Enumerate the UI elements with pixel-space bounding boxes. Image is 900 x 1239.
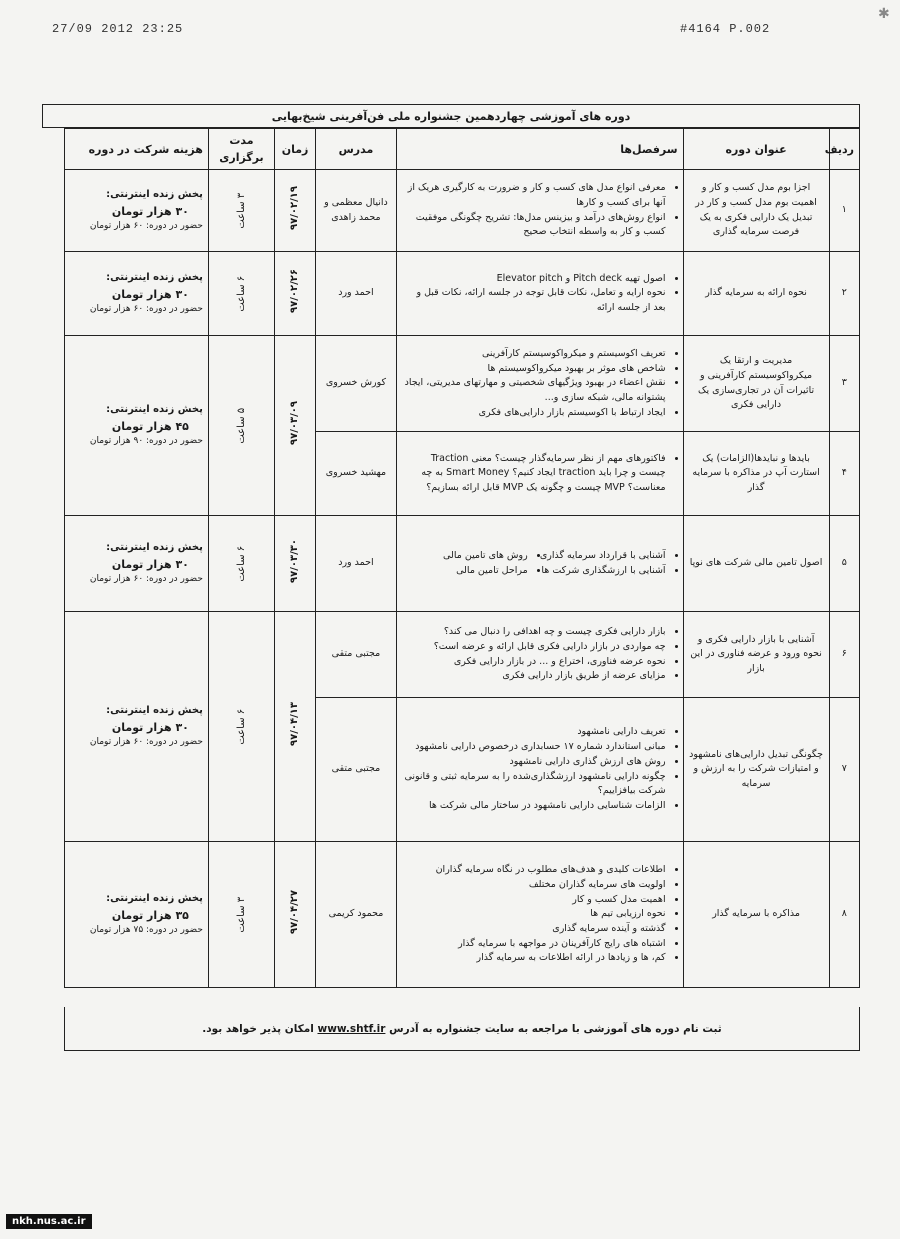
- course-date-cell: [275, 612, 316, 842]
- topic-item: • تعریف دارایی نامشهود: [402, 725, 666, 740]
- table-row: [65, 516, 860, 612]
- row-number: ۸: [829, 842, 859, 988]
- topic-item: • گذشته و آینده سرمایه گذاری: [402, 922, 666, 937]
- course-date-cell: [275, 252, 316, 336]
- course-duration-cell: [208, 842, 274, 988]
- course-duration: ۶ ساعت: [235, 275, 247, 312]
- course-title: مدیریت و ارتقا یک میکرواکوسیستم کارآفرینی و تاثیرات آن در تجاری‌سازی یک دارایی فکری: [683, 336, 829, 432]
- course-title: چگونگی تبدیل دارایی‌های نامشهود و امتیازات شرکت را به ارزش و سرمایه: [683, 698, 829, 842]
- course-fee: [65, 252, 209, 336]
- col-date: زمان: [275, 129, 316, 170]
- course-title: بایدها و نبایدها(الزامات) یک استارت آپ در مذاکره با سرمایه گذار: [683, 432, 829, 516]
- course-title: اصول تامین مالی شرکت های نوپا: [683, 516, 829, 612]
- course-topics: [396, 336, 683, 432]
- row-number: ۶: [829, 612, 859, 698]
- topic-item: • روش های تامین مالی: [402, 549, 528, 564]
- course-date: ۹۷/۰۳/۰۹: [289, 400, 301, 445]
- course-topics: [396, 612, 683, 698]
- fee-live-price: ۳۰ هزار تومان: [111, 720, 189, 734]
- fee-live-price: ۴۵ هزار تومان: [111, 419, 189, 433]
- fee-attend: حضور در دوره: ۹۰ هزار تومان: [89, 435, 203, 446]
- table-header-row: [65, 129, 860, 170]
- fee-attend: حضور در دوره: ۶۰ هزار تومان: [89, 736, 203, 747]
- course-duration-cell: [208, 336, 274, 516]
- course-title: مذاکره با سرمایه گذار: [683, 842, 829, 988]
- topic-item: • بازار دارایی فکری چیست و چه اهدافی را دنبال می کند؟: [402, 625, 666, 640]
- fee-live-price: ۳۰ هزار تومان: [111, 204, 189, 218]
- topic-item: • فاکتورهای مهم از نظر سرمایه‌گذار چیست؟ معنی Traction چیست و چرا باید traction ایجاد کنیم؟ Smart Money به چه معناست؟ MVP چیست و چگونه یک MVP قابل ارائه بسازیم؟: [402, 452, 666, 496]
- topic-item: • اولویت های سرمایه گذاران مختلف: [402, 878, 666, 893]
- col-topics: سرفصل‌ها: [396, 129, 683, 170]
- course-date-cell: [275, 336, 316, 516]
- col-duration: مدت برگزاری: [208, 129, 274, 170]
- course-date-cell: [275, 170, 316, 252]
- course-duration-cell: [208, 170, 274, 252]
- course-date: ۹۷/۰۲/۱۹: [289, 185, 301, 230]
- topic-item: • انواع روش‌های درآمد و بیزینس مدل‌ها: تشریح چگونگی موفقیت کسب و کار به واسطه انتخاب صحیح: [402, 211, 666, 240]
- banner-title: دوره های آموزشی چهاردهمین جشنواره ملی فن‌آفرینی شیخ‌بهایی: [42, 104, 860, 128]
- course-table: [64, 128, 860, 988]
- course-date-cell: [275, 842, 316, 988]
- topic-item: • نحوه عرضه فناوری، اختراع و ... در بازار دارایی فکری: [402, 655, 666, 670]
- course-date-cell: [275, 516, 316, 612]
- course-topics: [396, 252, 683, 336]
- footer-text-after: امکان پذیر خواهد بود.: [202, 1022, 314, 1035]
- table-row: [65, 842, 860, 988]
- course-duration-cell: [208, 252, 274, 336]
- fax-page-id: #4164 P.002: [680, 22, 771, 36]
- topic-item: • اشتباه های رایج کارآفرینان در مواجهه با سرمایه گذار: [402, 937, 666, 952]
- row-number: ۵: [829, 516, 859, 612]
- col-fee: هزینه شرکت در دوره: [65, 129, 209, 170]
- fee-live-label: پخش زنده اینترنتی:: [106, 542, 203, 554]
- teacher-name: مجتبی متقی: [316, 612, 397, 698]
- scan-mark: ✱: [878, 6, 890, 22]
- fax-timestamp: 27/09 2012 23:25: [52, 22, 184, 36]
- course-duration-cell: [208, 612, 274, 842]
- fee-live-price: ۳۰ هزار تومان: [111, 557, 189, 571]
- topic-item: • چه مواردی در بازار دارایی فکری قابل ارائه و عرضه است؟: [402, 640, 666, 655]
- topic-item: • نحوه ارزیابی تیم ها: [402, 907, 666, 922]
- topic-item: • اطلاعات کلیدی و هدف‌های مطلوب در نگاه سرمایه گذاران: [402, 863, 666, 878]
- row-number: ۲: [829, 252, 859, 336]
- topic-item: • معرفی انواع مدل های کسب و کار و ضرورت به کارگیری هریک از آنها برای کسب و کارها: [402, 181, 666, 210]
- course-topics: [396, 698, 683, 842]
- fee-live-price: ۳۰ هزار تومان: [111, 287, 189, 301]
- course-duration: ۳ ساعت: [235, 896, 247, 933]
- registration-note: [64, 1007, 860, 1051]
- teacher-name: محمود کریمی: [316, 842, 397, 988]
- course-title: اجزا بوم مدل کسب و کار و اهمیت بوم مدل کسب و کار در تبدیل یک دارایی فکری به یک فرصت سرمایه گذاری: [683, 170, 829, 252]
- course-fee: [65, 612, 209, 842]
- topic-item: • چگونه دارایی نامشهود ارزشگذاری‌شده را به سرمایه ثبتی و قانونی شرکت بیافزاییم؟: [402, 770, 666, 799]
- fee-live-label: پخش زنده اینترنتی:: [106, 272, 203, 284]
- col-num: ردیف: [829, 129, 859, 170]
- teacher-name: احمد ورد: [316, 516, 397, 612]
- course-topics: [396, 432, 683, 516]
- course-duration-cell: [208, 516, 274, 612]
- footer-text-before: ثبت نام دوره های آموزشی با مراجعه به سایت جشنواره به آدرس: [389, 1022, 722, 1035]
- topic-item: • تعریف اکوسیستم و میکرواکوسیستم کارآفرینی: [402, 347, 666, 362]
- topic-item: • نحوه ارایه و تعامل، نکات قابل توجه در جلسه ارائه، نکات قبل و بعد از جلسه ارائه: [402, 286, 666, 315]
- fee-attend: حضور در دوره: ۷۵ هزار تومان: [89, 924, 203, 935]
- course-topics: [396, 516, 683, 612]
- table-row: [65, 252, 860, 336]
- topic-item: • آشنایی با قرارداد سرمایه گذاری: [540, 549, 666, 564]
- topic-item: • آشنایی با ارزشگذاری شرکت ها: [540, 564, 666, 579]
- row-number: ۷: [829, 698, 859, 842]
- course-topics: [396, 170, 683, 252]
- teacher-name: مجتبی متقی: [316, 698, 397, 842]
- course-date: ۹۷/۰۳/۳۰: [289, 538, 301, 583]
- course-fee: [65, 336, 209, 516]
- teacher-name: کورش خسروی: [316, 336, 397, 432]
- course-duration: ۳ ساعت: [235, 192, 247, 229]
- table-row: [65, 336, 860, 432]
- topic-item: • الزامات شناسایی دارایی نامشهود در ساختار مالی شرکت ها: [402, 799, 666, 814]
- fee-live-label: پخش زنده اینترنتی:: [106, 705, 203, 717]
- teacher-name: احمد ورد: [316, 252, 397, 336]
- course-topics: [396, 842, 683, 988]
- course-date: ۹۷/۰۲/۲۶: [289, 268, 301, 313]
- topic-item: • اهمیت مدل کسب و کار: [402, 893, 666, 908]
- teacher-name: دانیال معظمی و محمد زاهدی: [316, 170, 397, 252]
- course-fee: [65, 170, 209, 252]
- course-date: ۹۷/۰۴/۲۷: [289, 889, 301, 934]
- course-title: آشنایی با بازار دارایی فکری و نحوه ورود و عرضه فناوری در این بازار: [683, 612, 829, 698]
- fee-live-label: پخش زنده اینترنتی:: [106, 404, 203, 416]
- course-duration: ۶ ساعت: [235, 545, 247, 582]
- fee-attend: حضور در دوره: ۶۰ هزار تومان: [89, 220, 203, 231]
- course-sheet: [42, 104, 860, 1054]
- fee-attend: حضور در دوره: ۶۰ هزار تومان: [89, 303, 203, 314]
- source-watermark: nkh.nus.ac.ir: [6, 1214, 92, 1229]
- table-row: [65, 612, 860, 698]
- table-row: [65, 170, 860, 252]
- course-fee: [65, 516, 209, 612]
- topic-item: • ایجاد ارتباط با اکوسیستم بازار دارایی‌های فکری: [402, 406, 666, 421]
- topic-item: • نقش اعضاء در بهبود ویژگیهای شخصیتی و مهارتهای مدیریتی، ایجاد پشتوانه مالی، شبکه سازی و...: [402, 376, 666, 405]
- course-fee: [65, 842, 209, 988]
- col-title: عنوان دوره: [683, 129, 829, 170]
- course-duration: ۶ ساعت: [235, 708, 247, 745]
- row-number: ۳: [829, 336, 859, 432]
- fee-attend: حضور در دوره: ۶۰ هزار تومان: [89, 573, 203, 584]
- fee-live-label: پخش زنده اینترنتی:: [106, 189, 203, 201]
- fee-live-label: پخش زنده اینترنتی:: [106, 893, 203, 905]
- topic-item: • مبانی استاندارد شماره ۱۷ حسابداری درخصوص دارایی نامشهود: [402, 740, 666, 755]
- teacher-name: مهشید خسروی: [316, 432, 397, 516]
- topic-item: • کم، ها و زیادها در ارائه اطلاعات به سرمایه گذار: [402, 951, 666, 966]
- course-title: نحوه ارائه به سرمایه گذار: [683, 252, 829, 336]
- topic-item: • مراحل تامین مالی: [402, 564, 528, 579]
- col-teacher: مدرس: [316, 129, 397, 170]
- fee-live-price: ۳۵ هزار تومان: [111, 908, 189, 922]
- row-number: ۴: [829, 432, 859, 516]
- course-date: ۹۷/۰۴/۱۳: [289, 701, 301, 746]
- festival-website-link[interactable]: www.shtf.ir: [317, 1022, 386, 1035]
- topic-item: • اصول تهیه Pitch deck و Elevator pitch: [402, 272, 666, 287]
- topic-item: • شاخص های موثر بر بهبود میکرواکوسیستم ها: [402, 362, 666, 377]
- topic-item: • روش های ارزش گذاری دارایی نامشهود: [402, 755, 666, 770]
- course-duration: ۵ ساعت: [235, 407, 247, 444]
- topic-item: • مزایای عرضه از طریق بازار دارایی فکری: [402, 669, 666, 684]
- row-number: ۱: [829, 170, 859, 252]
